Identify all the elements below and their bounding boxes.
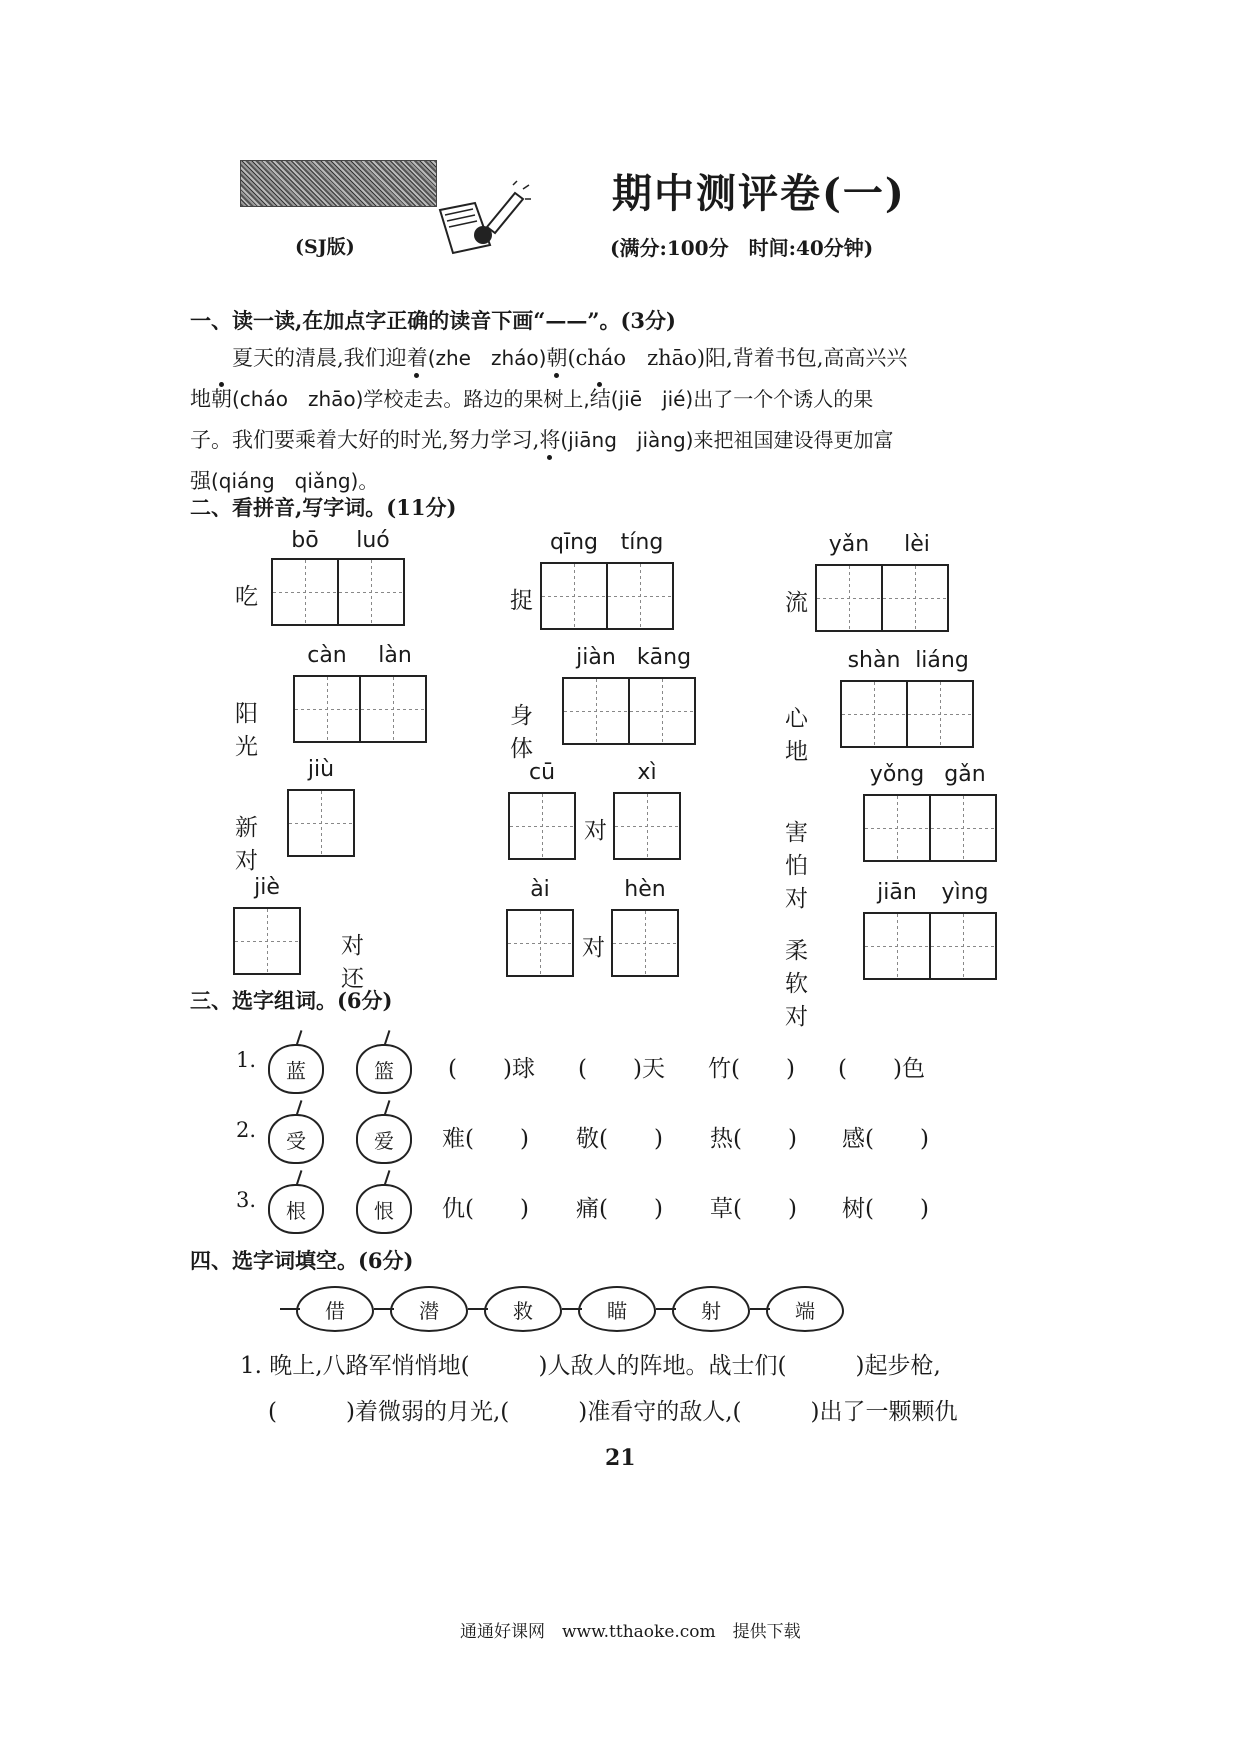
pinyin-text: luó bbox=[356, 528, 390, 553]
pinyin-text: yǎn bbox=[828, 532, 870, 557]
writing-box[interactable] bbox=[613, 792, 681, 860]
pinyin-text: liáng bbox=[915, 648, 969, 673]
pinyin-option: (qiáng qiǎng)。 bbox=[211, 469, 379, 493]
pinyin-text: lèi bbox=[904, 532, 930, 557]
row-number: 1. bbox=[236, 1048, 257, 1072]
text-run: 夏天的清晨,我们迎 bbox=[190, 346, 407, 370]
writing-box[interactable] bbox=[337, 558, 405, 626]
page-title: 期中测评卷(一) bbox=[612, 170, 906, 217]
score-time-info: (满分:100分 时间:40分钟) bbox=[610, 236, 874, 260]
text-run: 子。我们要乘着大好的时光,努力学习, bbox=[190, 428, 540, 452]
fill-blank[interactable]: ( )球 bbox=[448, 1056, 535, 1082]
fill-blank[interactable]: 热( ) bbox=[710, 1126, 797, 1152]
fill-blank[interactable]: 感( ) bbox=[842, 1126, 929, 1152]
writing-box[interactable] bbox=[287, 789, 355, 857]
writing-box[interactable] bbox=[929, 912, 997, 980]
paragraph-line bbox=[190, 338, 1070, 379]
writing-box[interactable] bbox=[863, 794, 931, 862]
writing-box[interactable] bbox=[540, 562, 608, 630]
apple-char-option: 根 bbox=[268, 1184, 324, 1234]
apple-char-option: 篮 bbox=[356, 1044, 412, 1094]
fill-blank[interactable]: ( )色 bbox=[838, 1056, 925, 1082]
leaf-word-option: 射 bbox=[672, 1286, 750, 1332]
fill-blank[interactable]: 竹( ) bbox=[708, 1056, 795, 1082]
item-label: 柔软对 bbox=[785, 938, 808, 1030]
item-label: 吃 bbox=[235, 584, 258, 610]
section-1-heading: 一、读一读,在加点字正确的读音下画“——”。(3分) bbox=[190, 308, 676, 333]
pinyin-text: xì bbox=[637, 760, 657, 785]
fill-blank[interactable]: 草( ) bbox=[710, 1196, 797, 1222]
writing-box[interactable] bbox=[611, 909, 679, 977]
leaf-word-option: 端 bbox=[766, 1286, 844, 1332]
word-choice-row bbox=[236, 1100, 996, 1170]
pinyin-text: jiè bbox=[254, 875, 280, 900]
item-label: 对还 bbox=[341, 933, 364, 992]
pinyin-option: (jiē jié)出了一个个诱人的果 bbox=[610, 387, 874, 411]
writing-box[interactable] bbox=[628, 677, 696, 745]
item-label: 阳光 bbox=[235, 701, 258, 760]
item-label: 身体 bbox=[510, 703, 533, 762]
apple-char-option: 受 bbox=[268, 1114, 324, 1164]
pinyin-text: jiàn bbox=[576, 645, 616, 670]
writing-box[interactable] bbox=[840, 680, 908, 748]
fill-blank[interactable]: 难( ) bbox=[442, 1126, 529, 1152]
text-run: (cháo zhāo)阳,背着书包,高高兴兴 bbox=[567, 346, 908, 370]
pinyin-text: cū bbox=[528, 760, 556, 785]
item-label: 流 bbox=[785, 590, 808, 616]
writing-box[interactable] bbox=[929, 794, 997, 862]
text-run: 强 bbox=[190, 469, 211, 493]
pinyin-text: ài bbox=[530, 877, 550, 902]
paragraph-line bbox=[190, 379, 1070, 420]
fill-blank[interactable]: 仇( ) bbox=[442, 1196, 529, 1222]
book-pen-icon bbox=[435, 175, 535, 255]
pinyin-text: hèn bbox=[624, 877, 666, 902]
writing-box[interactable] bbox=[359, 675, 427, 743]
writing-box[interactable] bbox=[508, 792, 576, 860]
footer-credit: 通通好课网 www.tthaoke.com 提供下载 bbox=[460, 1622, 801, 1642]
writing-box[interactable] bbox=[293, 675, 361, 743]
writing-box[interactable] bbox=[271, 558, 339, 626]
item-label: 对 bbox=[582, 935, 605, 961]
pinyin-text: yǒng bbox=[869, 762, 925, 787]
word-choice-row bbox=[236, 1030, 996, 1100]
fill-blank[interactable]: 树( ) bbox=[842, 1196, 929, 1222]
leaf-word-option: 瞄 bbox=[578, 1286, 656, 1332]
fill-blank[interactable]: ( )天 bbox=[578, 1056, 665, 1082]
pinyin-text: gǎn bbox=[944, 762, 986, 787]
apple-char-option: 恨 bbox=[356, 1184, 412, 1234]
writing-box[interactable] bbox=[233, 907, 301, 975]
leaf-word-option: 借 bbox=[296, 1286, 374, 1332]
pinyin-text: yìng bbox=[941, 880, 989, 905]
section-1-paragraph bbox=[190, 338, 1070, 502]
writing-box[interactable] bbox=[863, 912, 931, 980]
item-label: 害怕对 bbox=[785, 820, 808, 912]
row-number: 3. bbox=[236, 1188, 257, 1212]
pinyin-text: jiān bbox=[877, 880, 917, 905]
page-number: 21 bbox=[605, 1445, 636, 1471]
pinyin-option: (cháo zhāo)学校走去。路边的果树上, bbox=[232, 387, 590, 411]
pinyin-text: càn bbox=[307, 643, 347, 668]
pinyin-text: qīng bbox=[550, 530, 598, 555]
apple-char-option: 爱 bbox=[356, 1114, 412, 1164]
fill-sentence-line: ( )着微弱的月光,( )准看守的敌人,( )出了一颗颗仇 bbox=[268, 1399, 958, 1425]
fill-sentence-line: 1. 晚上,八路军悄悄地( )人敌人的阵地。战士们( )起步枪, bbox=[240, 1353, 941, 1379]
fill-blank[interactable]: 痛( ) bbox=[576, 1196, 663, 1222]
dotted-char: 结 bbox=[589, 387, 611, 411]
item-label: 新对 bbox=[235, 815, 258, 874]
leaf-word-option: 救 bbox=[484, 1286, 562, 1332]
dotted-char: 朝 bbox=[211, 387, 232, 411]
item-label: 捉 bbox=[510, 588, 533, 614]
pinyin-text: jiù bbox=[307, 757, 335, 782]
pinyin-text: bō bbox=[291, 528, 319, 553]
pinyin-option: (zhe zháo) bbox=[427, 346, 547, 370]
leaf-word-option: 潜 bbox=[390, 1286, 468, 1332]
writing-box[interactable] bbox=[606, 562, 674, 630]
pinyin-option: (jiāng jiàng)来把祖国建设得更加富 bbox=[560, 428, 894, 452]
row-number: 2. bbox=[236, 1118, 257, 1142]
writing-box[interactable] bbox=[815, 564, 883, 632]
dotted-char: 朝 bbox=[546, 346, 568, 370]
pinyin-text: shàn bbox=[847, 648, 901, 673]
pinyin-text: kāng bbox=[636, 645, 692, 670]
pinyin-text: tíng bbox=[620, 530, 664, 555]
dotted-char: 着 bbox=[406, 346, 428, 370]
header-banner-image bbox=[240, 160, 437, 207]
word-choice-row bbox=[236, 1170, 996, 1240]
writing-box[interactable] bbox=[881, 564, 949, 632]
dotted-char: 将 bbox=[539, 428, 561, 452]
edition-label: (SJ版) bbox=[295, 236, 355, 258]
writing-box[interactable] bbox=[562, 677, 630, 745]
leaf-word-options bbox=[280, 1282, 940, 1342]
item-label: 对 bbox=[584, 818, 607, 844]
section-4-heading: 四、选字词填空。(6分) bbox=[190, 1248, 414, 1273]
section-2-heading: 二、看拼音,写字词。(11分) bbox=[190, 495, 457, 520]
apple-char-option: 蓝 bbox=[268, 1044, 324, 1094]
item-label: 心地 bbox=[785, 706, 808, 765]
writing-box[interactable] bbox=[906, 680, 974, 748]
pinyin-text: làn bbox=[378, 643, 412, 668]
section-3-heading: 三、选字组词。(6分) bbox=[190, 988, 393, 1013]
text-run: 地 bbox=[190, 387, 211, 411]
fill-blank[interactable]: 敬( ) bbox=[576, 1126, 663, 1152]
writing-box[interactable] bbox=[506, 909, 574, 977]
paragraph-line bbox=[190, 420, 1070, 461]
